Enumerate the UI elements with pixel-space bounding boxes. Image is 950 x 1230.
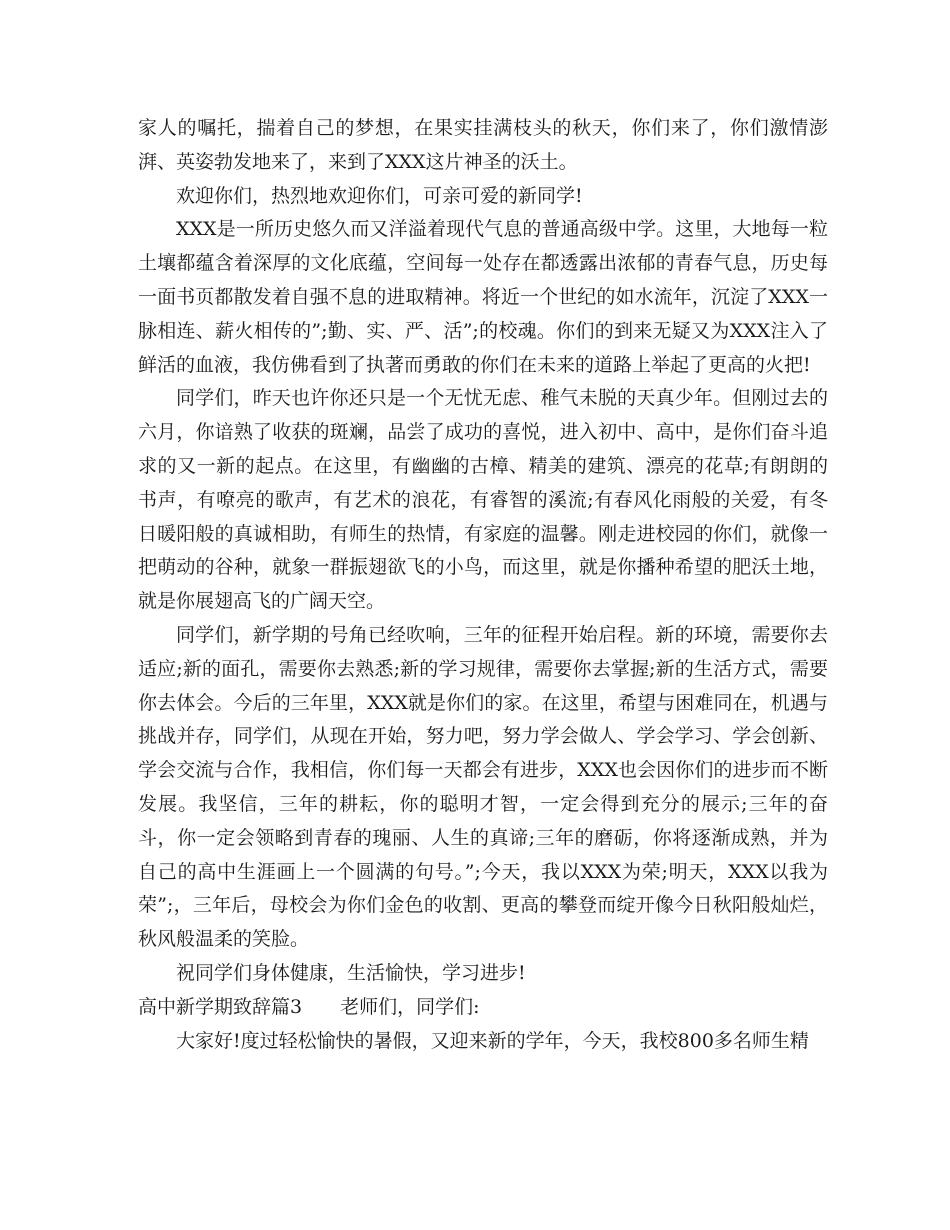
document-body	[138, 112, 828, 1058]
paragraph-welcome: 欢迎你们，热烈地欢迎你们，可亲可爱的新同学!	[176, 184, 583, 207]
paragraph-school-history: XXX是一所历史悠久而又洋溢着现代气息的普通高级中学。这里，大地每一粒土壤都蕴含着深厚的文化底蕴，空间每一处存在都透露出浓郁的青春气息，历史每一面书页都散发着自强不息的进取精神。将近一个世纪的如水流年，沉淀了XXX一脉相连、薪火相传的”;勤、实、严、活”;的校魂。你们的到来无疑又为XXX注入了鲜活的血液，我仿佛看到了执著而勇敢的你们在未来的道路上举起了更高的火把!	[138, 218, 828, 376]
section-title: 高中新学期致辞篇3	[138, 995, 303, 1018]
paragraph-new-semester: 同学们，新学期的号角已经吹响，三年的征程开始启程。新的环境，需要你去适应;新的面孔，需要你去熟悉;新的学习规律，需要你去掌握;新的生活方式，需要你去体会。今后的三年里，XXX就是你们的家。在这里，希望与困难同在，机遇与挑战并存，同学们，从现在开始，努力吧，努力学会做人、学会学习、学会创新、学会交流与合作，我相信，你们每一天都会有进步，XXX也会因你们的进步而不断发展。我坚信，三年的耕耘，你的聪明才智，一定会得到充分的展示;三年的奋斗，你一定会领略到青春的瑰丽、人生的真谛;三年的磨砺，你将逐渐成熟，并为自己的高中生涯画上一个圆满的句号。”;今天，我以XXX为荣;明天，XXX以我为荣”;，三年后，母校会为你们金色的收割、更高的攀登而绽开像今日秋阳般灿烂，秋风般温柔的笑脸。	[138, 623, 828, 951]
paragraph-yesterday: 同学们，昨天也许你还只是一个无忧无虑、稚气未脱的天真少年。但刚过去的六月，你谙熟了收获的斑斓，品尝了成功的喜悦，进入初中、高中，是你们奋斗追求的又一新的起点。在这里，有幽幽的古樟、精美的建筑、漂亮的花草;有朗朗的书声，有嘹亮的歌声，有艺术的浪花，有睿智的溪流;有春风化雨般的关爱，有冬日暖阳般的真诚相助，有师生的热情，有家庭的温馨。刚走进校园的你们，就像一把萌动的谷种，就象一群振翅欲飞的小鸟，而这里，就是你播种希望的肥沃土地，就是你展翅高飞的广阔天空。	[138, 387, 828, 613]
salutation: 老师们，同学们:	[340, 995, 480, 1018]
paragraph-continuation: 家人的嘱托，揣着自己的梦想，在果实挂满枝头的秋天，你们来了，你们激情澎湃、英姿勃发地来了，来到了XXX这片神圣的沃土。	[138, 117, 828, 173]
paragraph-wishes: 祝同学们身体健康，生活愉快，学习进步!	[176, 961, 526, 984]
section-heading-line	[138, 991, 828, 1025]
paragraph-greeting: 大家好!度过轻松愉快的暑假，又迎来新的学年，今天，我校800多名师生精	[176, 1029, 809, 1052]
